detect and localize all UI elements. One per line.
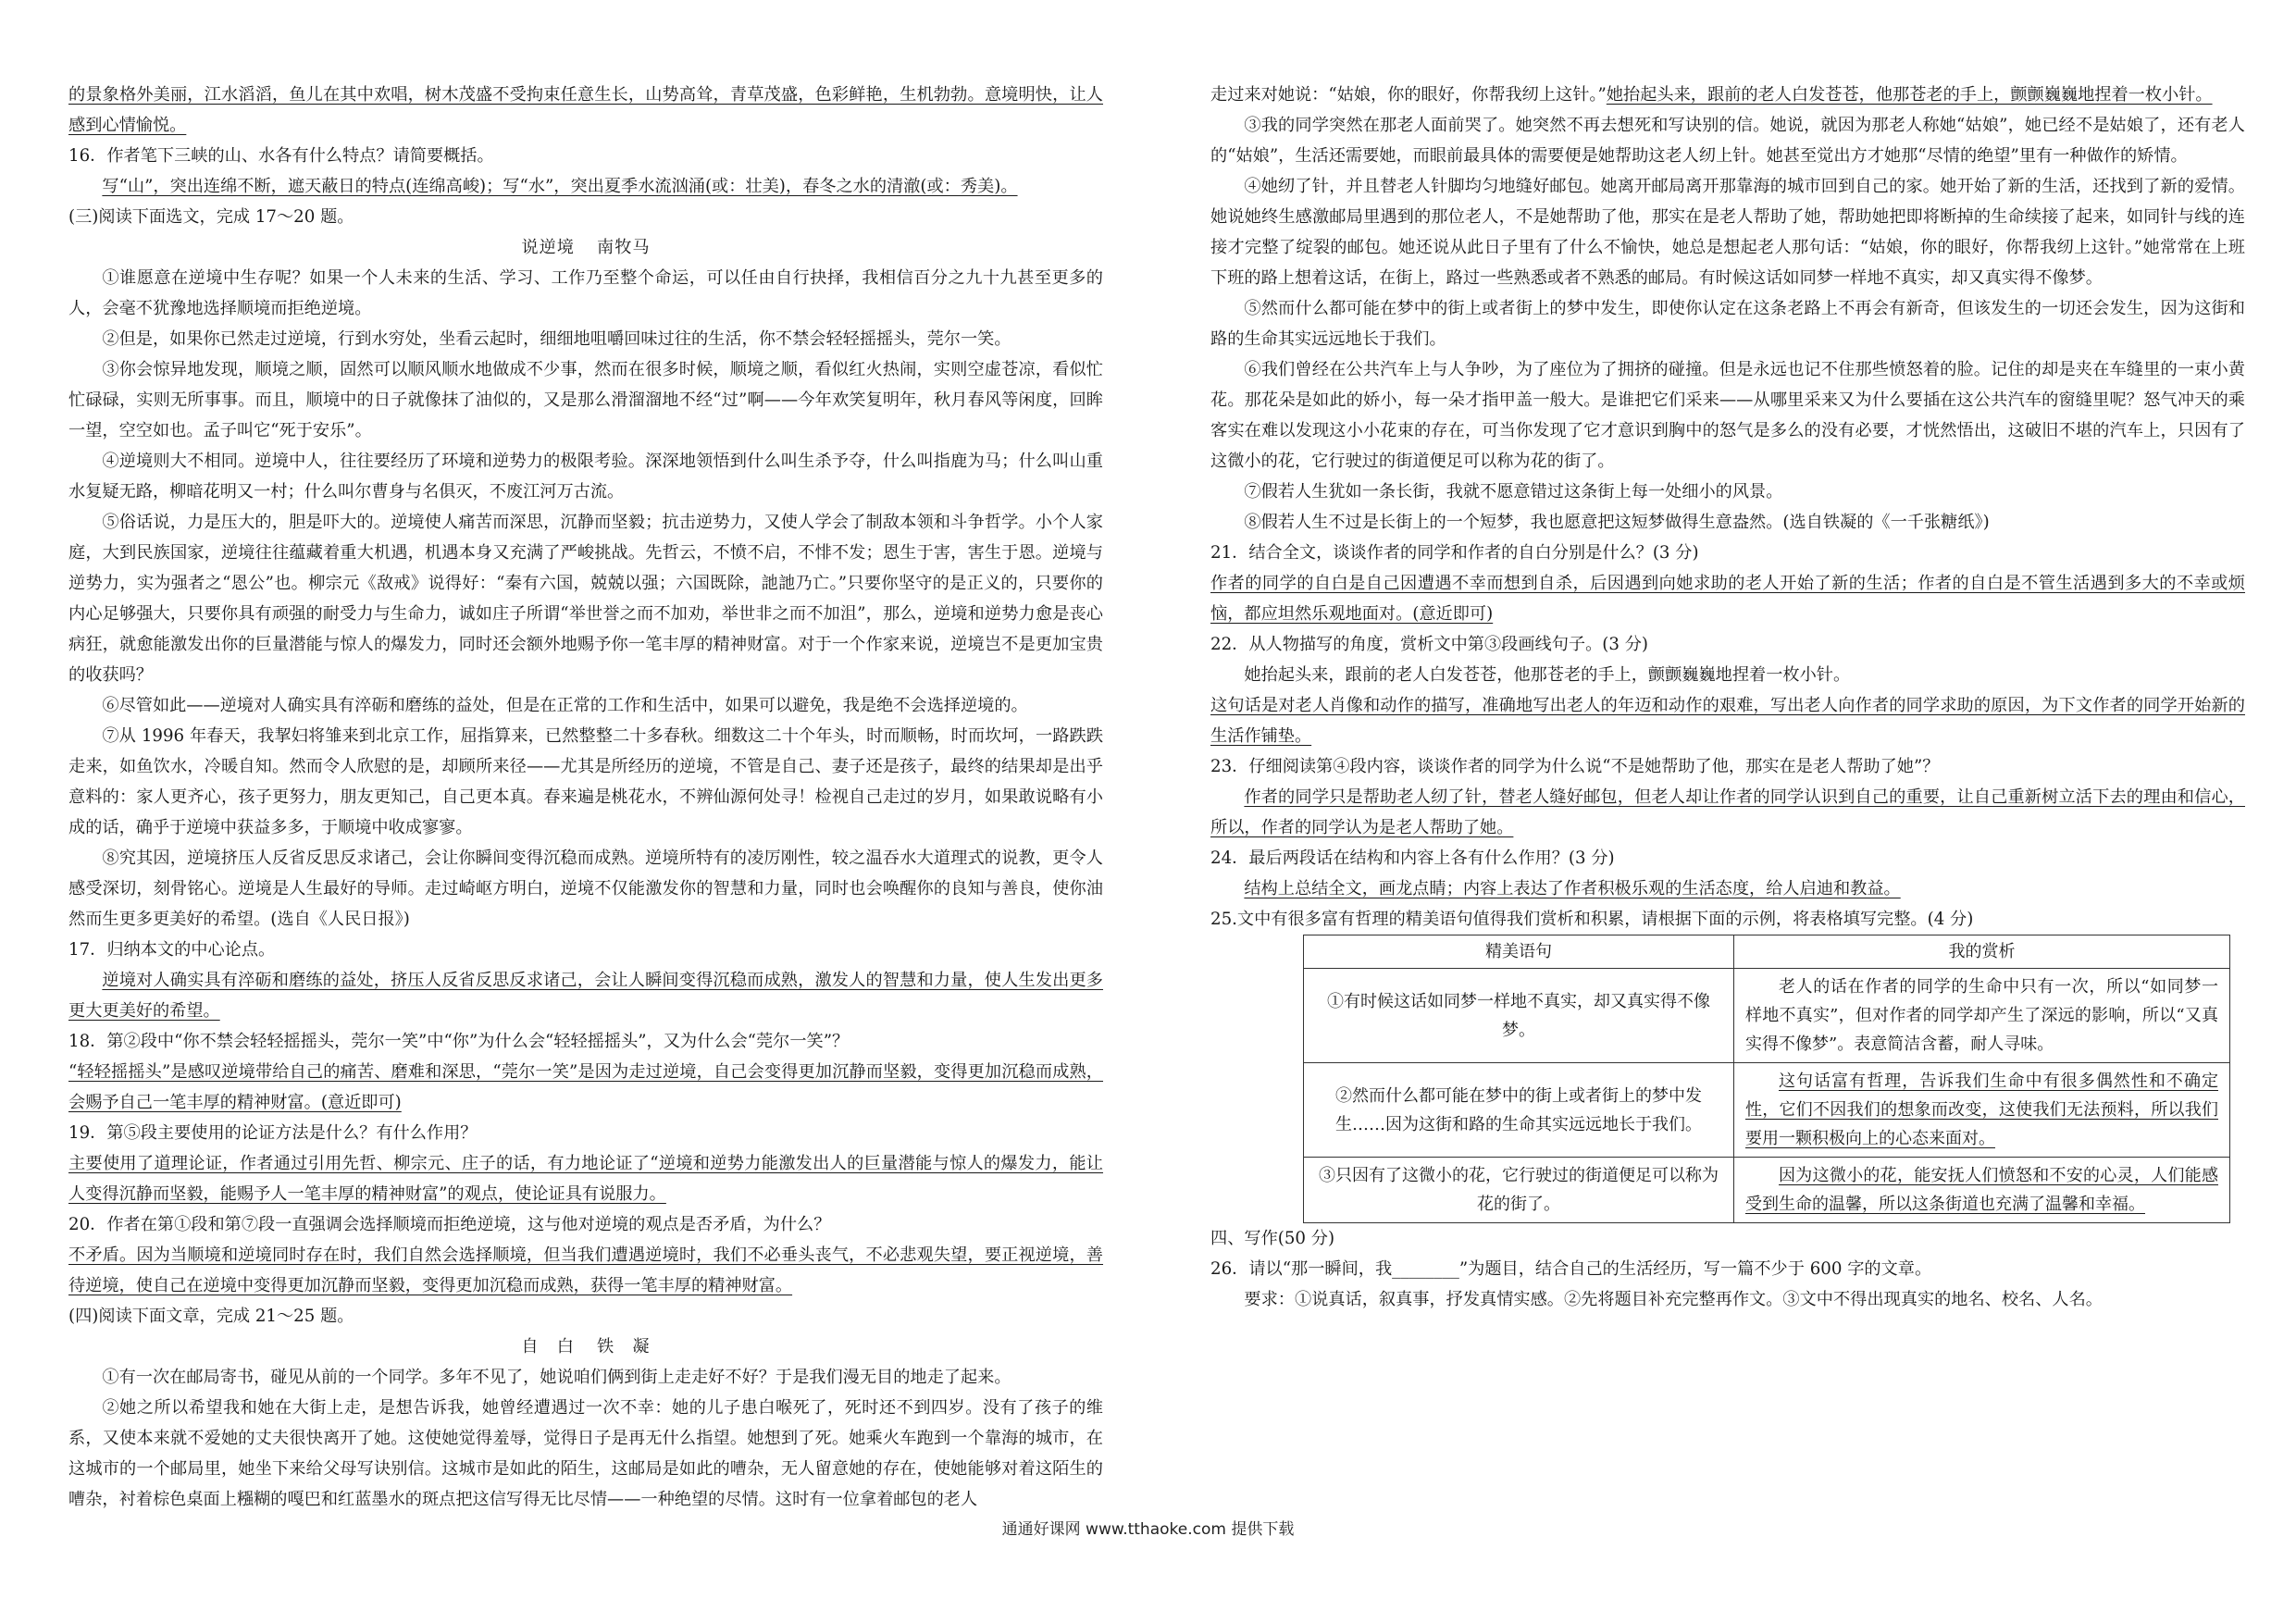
question-25: 25.文中有很多富有哲理的精美语句值得我们赏析和积累，请根据下面的示例，将表格填写完整。(4 分) <box>1210 910 1974 929</box>
article-author: 铁 凝 <box>597 1337 651 1357</box>
appreciation-table <box>1303 935 2230 1223</box>
story-paragraph-2: ②她之所以希望我和她在大街上走，是想告诉我，她曾经遭遇过一次不幸：她的儿子患白喉死了，死时还不到四岁。没有了孩子的维系，又使本来就不爱她的丈夫很快离开了她。这使她觉得羞辱，觉得日子是再无什么指望。她想到了死。她乘火车跑到一个靠海的城市，在这城市的一个邮局里，她坐下来给父母写诀别信。这城市是如此的陌生，这邮局是如此的嘈杂，无人留意她的存在，使她能够对着这陌生的嘈杂，衬着棕色桌面上糨糊的嘎巴和红蓝墨水的斑点把这信写得无比尽情——一种绝望的尽情。这时有一位拿着邮包的老人 <box>68 1398 1103 1509</box>
section-5-heading: 四、写作(50 分) <box>1210 1229 1335 1248</box>
article-title-2 <box>68 1332 1103 1362</box>
story-paragraph-3: ③我的同学突然在那老人面前哭了。她突然不再去想死和写诀别的信。她说，就因为那老人称她“姑娘”，她已经不是姑娘了，还有老人的“姑娘”，生活还需要她，而眼前最具体的需要便是她帮助这老人纫上针。她甚至觉出方才她那“尽情的绝望”里有一种做作的矫情。 <box>1210 116 2245 166</box>
answer-19: 主要使用了道理论证，作者通过引用先哲、柳宗元、庄子的话，有力地论证了“逆境和逆势力能激发出人的巨量潜能与惊人的爆发力，能让人变得沉静而坚毅，能赐予人一笔丰厚的精神财富”的观点，使论证具有说服力。 <box>68 1154 1103 1204</box>
answer-23: 作者的同学只是帮助老人纫了针，替老人缝好邮包，但老人却让作者的同学认识到自己的重要，让自己重新树立活下去的理由和信心，所以，作者的同学认为是老人帮助了她。 <box>1210 787 2245 837</box>
table-header-row <box>1304 935 2230 969</box>
question-18: 18．第②段中“你不禁会轻轻摇摇头，莞尔一笑”中“你”为什么会“轻轻摇摇头”，又为什么会“莞尔一笑”？ <box>68 1032 850 1051</box>
page-footer: 通通好课网 www.tthaoke.com 提供下载 <box>1001 1520 1295 1539</box>
story-paragraph-2-tail: 走过来对她说：“姑娘，你的眼好，你帮我纫上这针。”她抬起头来，跟前的老人白发苍苍，他那苍老的手上，颤颤巍巍地捏着一枚小针。 <box>1210 85 2213 105</box>
story-paragraph-4: ④她纫了针，并且替老人针脚均匀地缝好邮包。她离开邮局离开那靠海的城市回到自己的家。她开始了新的生活，还找到了新的爱情。她说她终生感激邮局里遇到的那位老人，不是她帮助了他，那实在是老人帮助了她，帮助她把即将断掉的生命续接了起来，如同针与线的连接才完整了绽裂的邮包。她还说从此日子里有了什么不愉快，她总是想起老人那句话：“姑娘，你的眼好，你帮我纫上这针。”她常常在上班下班的路上想着这话，在街上，路过一些熟悉或者不熟悉的邮局。有时候这话如同梦一样地不真实，却又真实得不像梦。 <box>1210 177 2245 288</box>
answer-16: 写“山”，突出连绵不断，遮天蔽日的特点(连绵高峻)；写“水”，突出夏季水流汹涌(或：壮美)，春冬之水的清澈(或：秀美)。 <box>102 177 1018 196</box>
paragraph-5: ⑤俗话说，力是压大的，胆是吓大的。逆境使人痛苦而深思，沉静而坚毅；抗击逆势力，又使人学会了制敌本领和斗争哲学。小个人家庭，大到民族国家，逆境往往蕴藏着重大机遇，机遇本身又充满了严峻挑战。先哲云，不愤不启，不悱不发；恩生于害，害生于恩。逆境与逆势力，实为强者之“恩公”也。柳宗元《敌戒》说得好：“秦有六国，兢兢以强；六国既除，訑訑乃亡。”只要你坚守的是正义的，只要你的内心足够强大，只要你具有顽强的耐受力与生命力，诚如庄子所谓“举世誉之而不加劝，举世非之而不加沮”，那么，逆境和逆势力愈是丧心病狂，就愈能激发出你的巨量潜能与惊人的爆发力，同时还会额外地赐予你一笔丰厚的精神财富。对于一个作家来说，逆境岂不是更加宝贵的收获吗？ <box>68 513 1103 685</box>
table-row <box>1304 969 2230 1063</box>
table-cell-appreciation: 这句话富有哲理，告诉我们生命中有很多偶然性和不确定性，它们不因我们的想象而改变，这使我们无法预料，所以我们要用一颗积极向上的心态来面对。 <box>1734 1063 2230 1158</box>
story-paragraph-1: ①有一次在邮局寄书，碰见从前的一个同学。多年不见了，她说咱们俩到街上走走好不好？于是我们漫无目的地走了起来。 <box>102 1368 1011 1387</box>
answer-22: 这句话是对老人肖像和动作的描写，准确地写出老人的年迈和动作的艰难，写出老人向作者的同学求助的原因，为下文作者的同学开始新的生活作铺垫。 <box>1210 696 2245 746</box>
question-22: 22．从人物描写的角度，赏析文中第③段画线句子。(3 分) <box>1210 635 1649 654</box>
question-22-quote: 她抬起头来，跟前的老人白发苍苍，他那苍老的手上，颤颤巍巍地捏着一枚小针。 <box>1244 665 1851 685</box>
table-cell-sentence: ①有时候这话如同梦一样地不真实，却又真实得不像梦。 <box>1304 969 1734 1063</box>
paragraph-2: ②但是，如果你已然走过逆境，行到水穷处，坐看云起时，细细地咀嚼回味过往的生活，你不禁会轻轻摇摇头，莞尔一笑。 <box>102 329 1011 349</box>
left-column <box>68 80 1103 1515</box>
right-column <box>1210 80 2245 1315</box>
table-row <box>1304 1063 2230 1158</box>
paragraph-8: ⑧究其因，逆境挤压人反省反思反求诸己，会让你瞬间变得沉稳而成熟。逆境所特有的凌厉刚性，较之温吞水大道理式的说教，更令人感受深切，刻骨铭心。逆境是人生最好的导师。走过崎岖方明白，逆境不仅能激发你的智慧和力量，同时也会唤醒你的良知与善良，使你油然而生更多更美好的希望。(选自《人民日报》) <box>68 849 1103 929</box>
answer-20: 不矛盾。因为当顺境和逆境同时存在时，我们自然会选择顺境，但当我们遭遇逆境时，我们不必垂头丧气，不必悲观失望，要正视逆境，善待逆境，使自己在逆境中变得更加沉静而坚毅，变得更加沉稳而成熟，获得一笔丰厚的精神财富。 <box>68 1245 1103 1295</box>
answer-17: 逆境对人确实具有淬砺和磨练的益处，挤压人反省反思反求诸己，会让人瞬间变得沉稳而成熟，激发人的智慧和力量，使人生发出更多更大更美好的希望。 <box>68 971 1103 1021</box>
answer-24: 结构上总结全文，画龙点睛；内容上表达了作者积极乐观的生活态度，给人启迪和教益。 <box>1244 879 1901 898</box>
paragraph-6: ⑥尽管如此——逆境对人确实具有淬砺和磨练的益处，但是在正常的工作和生活中，如果可以避免，我是绝不会选择逆境的。 <box>102 696 1028 715</box>
story-paragraph-6: ⑥我们曾经在公共汽车上与人争吵，为了座位为了拥挤的碰撞。但是永远也记不住那些愤怒着的脸。记住的却是夹在车缝里的一束小黄花。那花朵是如此的娇小，每一朵才指甲盖一般大。是谁把它们采来——从哪里采来又为什么要插在这公共汽车的窗缝里呢？怒气冲天的乘客实在难以发现这小小花束的存在，可当你发现了它才意识到胸中的怒气是多么的没有必要，才恍然悟出，这破旧不堪的汽车上，只因有了这微小的花，它行驶过的街道便足可以称为花的街了。 <box>1210 360 2245 471</box>
table-cell-sentence: ②然而什么都可能在梦中的街上或者街上的梦中发生……因为这街和路的生命其实远远地长于我们。 <box>1304 1063 1734 1158</box>
story-paragraph-7: ⑦假若人生犹如一条长街，我就不愿意错过这条街上每一处细小的风景。 <box>1244 482 1783 502</box>
table-cell-sentence: ③只因有了这微小的花，它行驶过的街道便足可以称为花的街了。 <box>1304 1158 1734 1223</box>
q15-answer-tail: 的景象格外美丽，江水滔滔，鱼儿在其中欢唱，树木茂盛不受拘束任意生长，山势高耸，青草茂盛，色彩鲜艳，生机勃勃。意境明快，让人感到心情愉悦。 <box>68 85 1103 135</box>
writing-requirements: 要求：①说真话，叙真事，抒发真情实感。②先将题目补充完整再作文。③文中不得出现真实的地名、校名、人名。 <box>1244 1290 2103 1309</box>
table-cell-appreciation: 老人的话在作者的同学的生命中只有一次，所以“如同梦一样地不真实”，但对作者的同学却产生了深远的影响，所以“又真实得不像梦”。表意简洁含蓄，耐人寻味。 <box>1734 969 2230 1063</box>
article-title: 自 白 <box>521 1337 575 1357</box>
section-4-heading: (四)阅读下面文章，完成 21～25 题。 <box>68 1307 354 1326</box>
table-row <box>1304 1158 2230 1223</box>
question-24: 24．最后两段话在结构和内容上各有什么作用？(3 分) <box>1210 849 1615 868</box>
table-cell-appreciation: 因为这微小的花，能安抚人们愤怒和不安的心灵，人们能感受到生命的温馨，所以这条街道也充满了温馨和幸福。 <box>1734 1158 2230 1223</box>
underlined-sentence: 她抬起头来，跟前的老人白发苍苍，他那苍老的手上，颤颤巍巍地捏着一枚小针。 <box>1606 85 2213 105</box>
answer-18: “轻轻摇摇头”是感叹逆境带给自己的痛苦、磨难和深思，“莞尔一笑”是因为走过逆境，自己会变得更加沉静而坚毅，变得更加沉稳而成熟，会赐予自己一笔丰厚的精神财富。(意近即可) <box>68 1062 1103 1112</box>
article-title-1 <box>68 232 1103 263</box>
question-21: 21．结合全文，谈谈作者的同学和作者的自白分别是什么？(3 分) <box>1210 543 1699 563</box>
paragraph-3: ③你会惊异地发现，顺境之顺，固然可以顺风顺水地做成不少事，然而在很多时候，顺境之顺，看似红火热闹，实则空虚苍凉，看似忙忙碌碌，实则无所事事。而且，顺境中的日子就像抹了油似的，又是那么滑溜溜地不经“过”啊——今年欢笑复明年，秋月春风等闲度，回眸一望，空空如也。孟子叫它“死于安乐”。 <box>68 360 1103 440</box>
story-paragraph-8: ⑧假若人生不过是长街上的一个短梦，我也愿意把这短梦做得生意盎然。(选自铁凝的《一千张糖纸》) <box>1244 513 1990 532</box>
table-header-appreciation: 我的赏析 <box>1734 935 2230 969</box>
table-header-sentence: 精美语句 <box>1304 935 1734 969</box>
section-3-heading: (三)阅读下面选文，完成 17～20 题。 <box>68 207 354 227</box>
article-author: 南牧马 <box>597 238 651 257</box>
question-16: 16．作者笔下三峡的山、水各有什么特点？请简要概括。 <box>68 146 494 166</box>
question-17: 17．归纳本文的中心论点。 <box>68 940 276 960</box>
question-19: 19．第⑤段主要使用的论证方法是什么？有什么作用？ <box>68 1123 478 1143</box>
question-23: 23．仔细阅读第④段内容，谈谈作者的同学为什么说“不是她帮助了他，那实在是老人帮助了她”？ <box>1210 757 1940 776</box>
answer-21: 作者的同学的自白是自己因遭遇不幸而想到自杀，后因遇到向她求助的老人开始了新的生活；作者的自白是不管生活遇到多大的不幸或烦恼，都应坦然乐观地面对。(意近即可) <box>1210 574 2245 624</box>
question-20: 20．作者在第①段和第⑦段一直强调会选择顺境而拒绝逆境，这与他对逆境的观点是否矛盾，为什么？ <box>68 1215 831 1234</box>
paragraph-7: ⑦从 1996 年春天，我挈妇将雏来到北京工作，屈指算来，已然整整二十多春秋。细数这二十个年头，时而顺畅，时而坎坷，一路跌跌走来，如鱼饮水，冷暖自知。然而令人欣慰的是，却顾所来径——尤其是所经历的逆境，不管是自己、妻子还是孩子，最终的结果却是出乎意料的：家人更齐心，孩子更努力，朋友更知己，自己更本真。春来遍是桃花水，不辨仙源何处寻！检视自己走过的岁月，如果敢说略有小成的话，确乎于逆境中获益多多，于顺境中收成寥寥。 <box>68 726 1103 837</box>
question-26: 26．请以“那一瞬间，我________”为题目，结合自己的生活经历，写一篇不少于 600 字的文章。 <box>1210 1259 1932 1279</box>
story-paragraph-5: ⑤然而什么都可能在梦中的街上或者街上的梦中发生，即使你认定在这条老路上不再会有新奇，但该发生的一切还会发生，因为这街和路的生命其实远远地长于我们。 <box>1210 299 2245 349</box>
paragraph-4: ④逆境则大不相同。逆境中人，往往要经历了环境和逆势力的极限考验。深深地领悟到什么叫生杀予夺，什么叫指鹿为马；什么叫山重水复疑无路，柳暗花明又一村；什么叫尔曹身与名俱灭，不废江河万古流。 <box>68 452 1103 502</box>
article-title: 说逆境 <box>521 238 575 257</box>
paragraph-1: ①谁愿意在逆境中生存呢？如果一个人未来的生活、学习、工作乃至整个命运，可以任由自行抉择，我相信百分之九十九甚至更多的人，会毫不犹豫地选择顺境而拒绝逆境。 <box>68 268 1103 318</box>
